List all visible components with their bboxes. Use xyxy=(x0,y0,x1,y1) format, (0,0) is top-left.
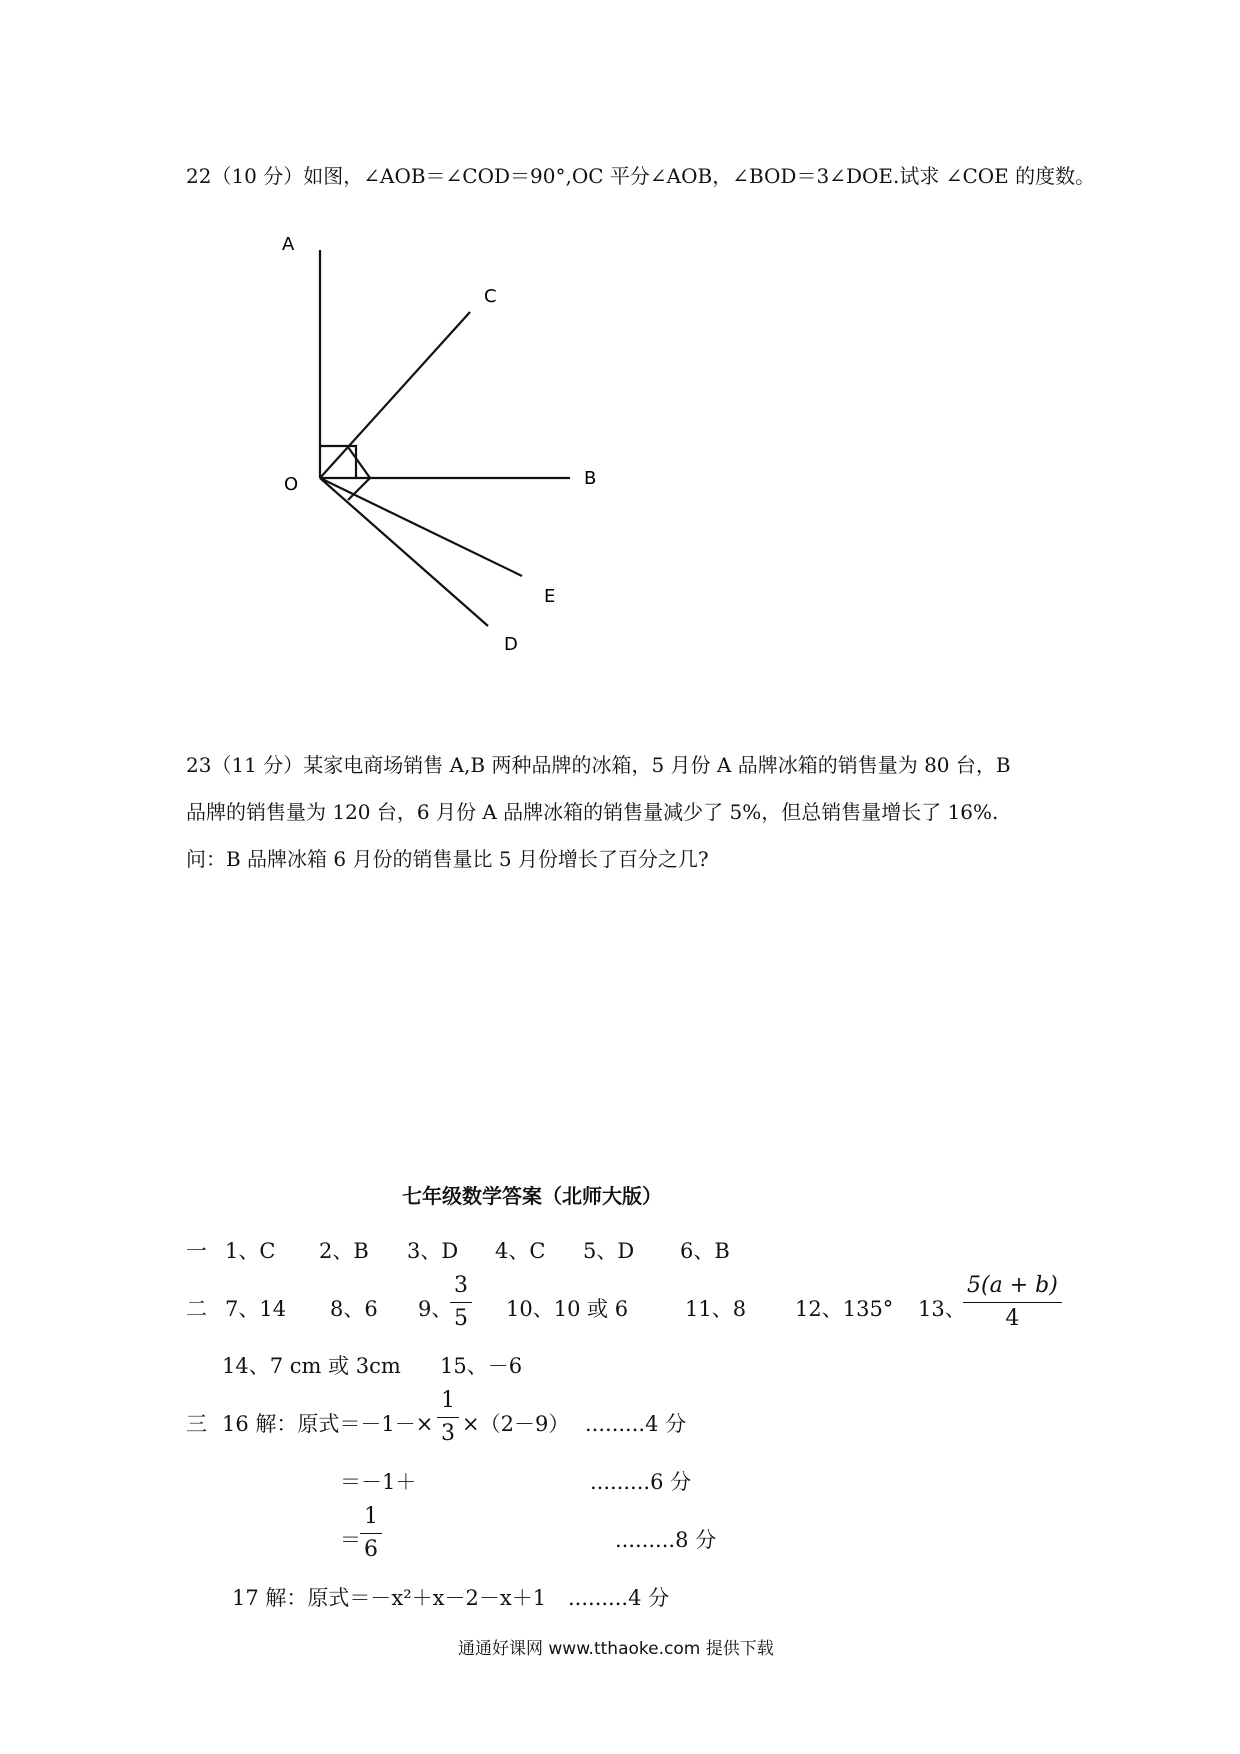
answer-13-fraction xyxy=(963,1270,1062,1335)
solution-16-fraction-3-numerator: 1 xyxy=(360,1501,382,1534)
label-e: E xyxy=(544,586,556,607)
question-23-line-1: 23（11 分）某家电商场销售 A,B 两种品牌的冰箱，5 月份 A 品牌冰箱的销售量为 80 台，B xyxy=(186,753,1011,777)
label-o: O xyxy=(284,474,299,495)
answer-4: 4、C xyxy=(495,1239,546,1263)
answer-8: 8、6 xyxy=(330,1297,378,1321)
solution-16-fraction-3-denominator: 6 xyxy=(364,1537,378,1562)
answer-3: 3、D xyxy=(407,1239,459,1263)
ray-od xyxy=(320,478,488,626)
solution-16-line-1: 16 解：原式＝－1－× xyxy=(222,1412,434,1436)
solution-16-score-3: .........8 分 xyxy=(615,1528,717,1552)
answer-13-denominator: 4 xyxy=(1005,1306,1020,1331)
section-2-label: 二 xyxy=(186,1297,207,1321)
question-23-line-3: 问：B 品牌冰箱 6 月份的销售量比 5 月份增长了百分之几? xyxy=(186,847,709,871)
answer-14: 14、7 cm 或 3cm xyxy=(222,1354,401,1378)
section-3-label: 三 xyxy=(186,1412,207,1436)
answer-7: 7、14 xyxy=(225,1297,287,1321)
answer-9-numerator: 3 xyxy=(450,1270,472,1303)
angle-diagram xyxy=(250,230,770,670)
label-b: B xyxy=(584,468,597,489)
question-22-text: 22（10 分）如图，∠AOB＝∠COD＝90°,OC 平分∠AOB，∠BOD＝3∠DOE.试求 ∠COE 的度数。 xyxy=(186,164,1096,188)
solution-17-score-1: .........4 分 xyxy=(568,1586,670,1610)
answer-6: 6、B xyxy=(680,1239,730,1263)
solution-16-score-2: .........6 分 xyxy=(590,1470,692,1494)
footer-text: 通通好课网 www.tthaoke.com 提供下载 xyxy=(458,1639,774,1659)
answers-title: 七年级数学答案（北师大版） xyxy=(402,1184,662,1208)
answer-9-fraction xyxy=(450,1270,472,1335)
answer-1: 1、C xyxy=(225,1239,276,1263)
solution-16-fraction-3 xyxy=(360,1501,382,1566)
solution-16-fraction-1-denominator: 3 xyxy=(441,1421,455,1446)
answer-13-prefix: 13、 xyxy=(918,1297,966,1321)
answer-15: 15、－6 xyxy=(440,1354,523,1378)
label-c: C xyxy=(484,286,497,307)
solution-16-line-1-suffix: ×（2－9） xyxy=(462,1412,570,1436)
answer-9-denominator: 5 xyxy=(454,1306,468,1331)
question-23-line-2: 品牌的销售量为 120 台，6 月份 A 品牌冰箱的销售量减少了 5%，但总销售量增长了 16%. xyxy=(186,800,999,824)
solution-16-line-2: ＝－1＋ xyxy=(340,1470,417,1494)
answer-5: 5、D xyxy=(583,1239,635,1263)
answer-9-prefix: 9、 xyxy=(418,1297,453,1321)
answer-12: 12、135° xyxy=(795,1297,894,1321)
solution-16-score-1: .........4 分 xyxy=(585,1412,687,1436)
label-a: A xyxy=(282,234,295,255)
answer-11: 11、8 xyxy=(685,1297,747,1321)
section-1-label: 一 xyxy=(186,1239,207,1263)
label-d: D xyxy=(504,634,518,655)
answer-10: 10、10 或 6 xyxy=(506,1297,629,1321)
solution-16-line-3-prefix: ＝ xyxy=(340,1528,361,1552)
ray-oc xyxy=(320,312,470,478)
ray-oe xyxy=(320,478,522,576)
solution-16-fraction-1-numerator: 1 xyxy=(437,1385,459,1418)
answer-2: 2、B xyxy=(319,1239,369,1263)
answer-13-numerator: 5(a + b) xyxy=(963,1270,1062,1303)
solution-17-line-1: 17 解：原式＝－x²＋x－2－x＋1 xyxy=(232,1586,547,1610)
solution-16-fraction-1 xyxy=(437,1385,459,1450)
